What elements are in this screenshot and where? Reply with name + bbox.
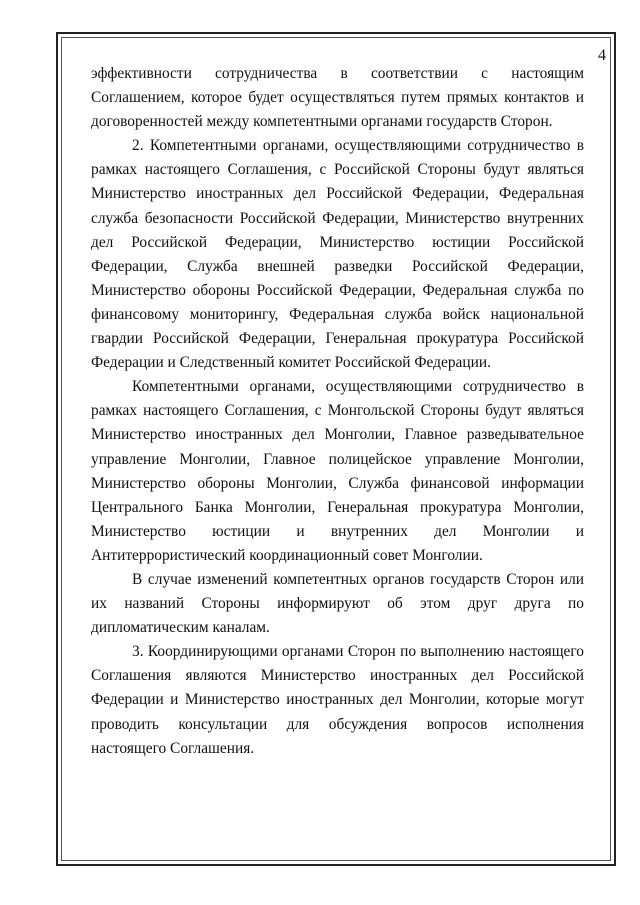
paragraph-mongolian-competent-bodies: Компетентными органами, осуществляющими сотрудничество в рамках настоящего Соглашения, с Монгольской Стороны будут являться Министерство иностранных дел Монголии, Главное разведывательное управление Монголии, Главное полицейское управление Монголии, Министерство обороны Монголии, Служба финансовой информации Центрального Банка Монголии, Генеральная прокуратура Монголии, Министерство юстиции и внутренних дел Монголии и Антитеррористический координационный совет Монголии.	[91, 378, 584, 564]
paragraph-coordinating-bodies: 3. Координирующими органами Сторон по выполнению настоящего Соглашения являются Министерство иностранных дел Российской Федерации и Министерство иностранных дел Монголии, которые могут проводить консультации для обсуждения вопросов исполнения настоящего Соглашения.	[91, 643, 584, 757]
paragraph-continuation: эффективности сотрудничества в соответствии с настоящим Соглашением, которое будет осуществляться путем прямых контактов и договоренностей между компетентными органами государств Сторон.	[91, 65, 584, 131]
paragraph-changes-notification: В случае изменений компетентных органов государств Сторон или их названий Стороны информируют об этом друг друга по дипломатическим каналам.	[91, 570, 584, 637]
document-body	[91, 62, 584, 761]
page-number: 4	[598, 47, 606, 64]
paragraph-russian-competent-bodies: 2. Компетентными органами, осуществляющими сотрудничество в рамках настоящего Соглашения, с Российской Стороны будут являться Министерство иностранных дел Российской Федерации, Федеральная служба безопасности Российской Федерации, Министерство внутренних дел Российской Федерации, Министерство юстиции Российской Федерации, Служба внешней разведки Российской Федерации, Министерство обороны Российской Федерации, Федеральная служба по финансовому мониторингу, Федеральная служба войск национальной гвардии Российской Федерации, Генеральная прокуратура Российской Федерации и Следственный комитет Российской Федерации.	[91, 137, 584, 372]
